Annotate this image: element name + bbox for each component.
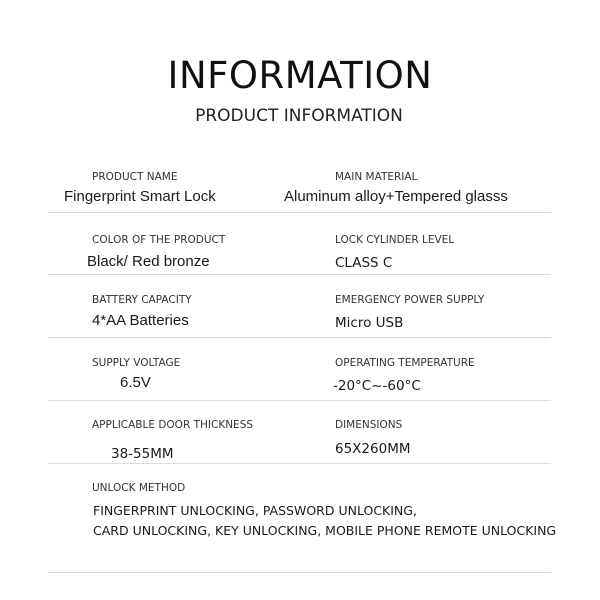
spec-label-product-name: PRODUCT NAME	[92, 171, 178, 183]
row-divider	[48, 337, 551, 338]
spec-label-color: COLOR OF THE PRODUCT	[92, 234, 226, 246]
unlock-method-line-2: CARD UNLOCKING, KEY UNLOCKING, MOBILE PHONE REMOTE UNLOCKING	[93, 523, 557, 538]
spec-value-dimensions: 65X260MM	[335, 441, 411, 457]
unlock-method-line-1: FINGERPRINT UNLOCKING, PASSWORD UNLOCKING,	[93, 503, 417, 518]
row-divider	[48, 463, 551, 464]
spec-value-lock-cylinder: CLASS C	[335, 255, 393, 271]
spec-value-main-material: Aluminum alloy+Tempered glasss	[284, 188, 508, 205]
spec-label-main-material: MAIN MATERIAL	[335, 171, 418, 183]
spec-label-dimensions: DIMENSIONS	[335, 419, 403, 431]
spec-value-battery: 4*AA Batteries	[92, 312, 189, 329]
unlock-method-label: UNLOCK METHOD	[92, 482, 186, 494]
row-divider	[48, 274, 551, 275]
spec-label-operating-temp: OPERATING TEMPERATURE	[335, 357, 475, 369]
spec-label-voltage: SUPPLY VOLTAGE	[92, 357, 181, 369]
spec-label-door-thickness: APPLICABLE DOOR THICKNESS	[92, 419, 254, 431]
spec-value-voltage: 6.5V	[120, 374, 151, 391]
spec-label-lock-cylinder: LOCK CYLINDER LEVEL	[335, 234, 455, 246]
row-divider	[48, 212, 551, 213]
page-title: INFORMATION	[167, 54, 433, 97]
spec-value-door-thickness: 38-55MM	[111, 446, 174, 462]
row-divider	[48, 572, 551, 573]
page-subtitle: PRODUCT INFORMATION	[195, 106, 403, 126]
spec-value-operating-temp: -20°C~-60°C	[333, 378, 421, 394]
spec-value-color: Black/ Red bronze	[87, 253, 210, 270]
spec-label-emergency-power: EMERGENCY POWER SUPPLY	[335, 294, 485, 306]
spec-label-battery: BATTERY CAPACITY	[92, 294, 192, 306]
spec-value-emergency-power: Micro USB	[335, 315, 404, 331]
spec-value-product-name: Fingerprint Smart Lock	[64, 188, 216, 205]
row-divider	[48, 400, 551, 401]
